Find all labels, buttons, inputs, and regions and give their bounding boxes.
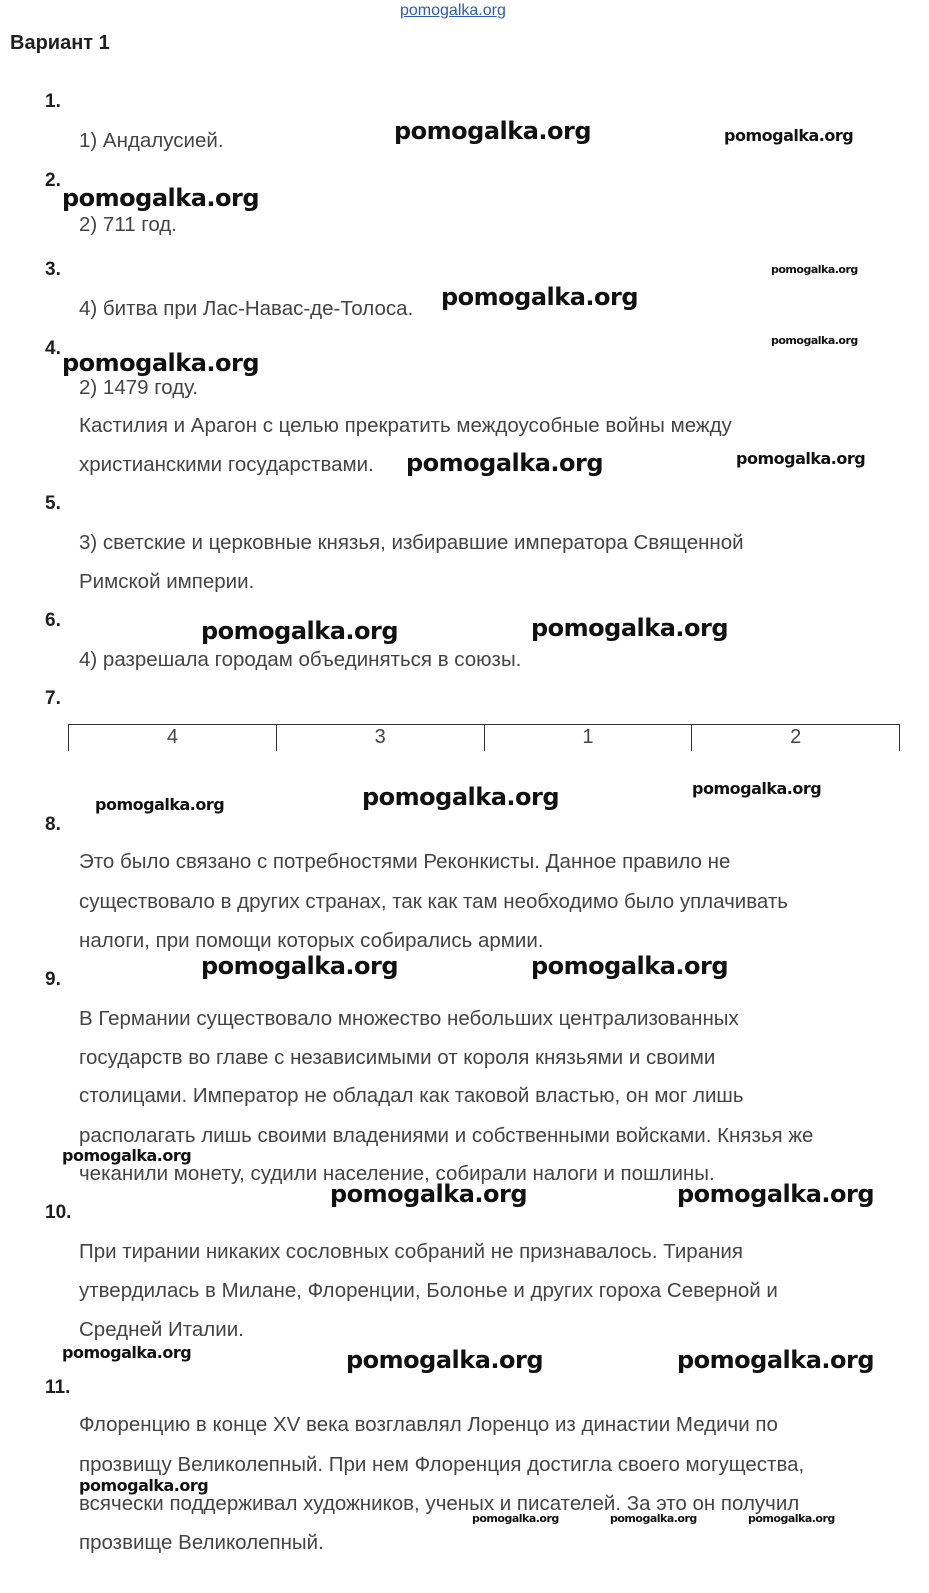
question-number-2: 2. xyxy=(45,170,61,191)
answer-line: располагать лишь своими владениями и собственными войсками. Князья же xyxy=(79,1124,814,1147)
question-number-1: 1. xyxy=(45,91,61,112)
question-number-11: 11. xyxy=(45,1377,71,1398)
answer-line: В Германии существовало множество небольших централизованных xyxy=(79,1007,739,1030)
watermark: pomogalka.org xyxy=(62,1146,192,1165)
site-link[interactable]: pomogalka.org xyxy=(400,2,506,19)
watermark: pomogalka.org xyxy=(62,349,260,377)
answer-line: христианскими государствами. xyxy=(79,453,374,476)
watermark: pomogalka.org xyxy=(610,1512,697,1525)
sequence-cell: 4 xyxy=(68,725,276,751)
answer-line: При тирании никаких сословных собраний не признавалось. Тирания xyxy=(79,1240,743,1263)
watermark: pomogalka.org xyxy=(441,283,639,311)
sequence-cell: 2 xyxy=(691,725,900,751)
question-number-9: 9. xyxy=(45,969,61,990)
sequence-cell: 3 xyxy=(276,725,484,751)
answer-line: 1) Андалусией. xyxy=(79,129,224,152)
answer-line: столицами. Император не обладал как таковой властью, он мог лишь xyxy=(79,1084,744,1107)
answer-line: Кастилия и Арагон с целью прекратить междоусобные войны между xyxy=(79,414,732,437)
answer-line: Это было связано с потребностями Реконкисты. Данное правило не xyxy=(79,850,731,873)
watermark: pomogalka.org xyxy=(362,783,560,811)
watermark: pomogalka.org xyxy=(62,184,260,212)
watermark: pomogalka.org xyxy=(201,617,399,645)
watermark: pomogalka.org xyxy=(201,952,399,980)
answer-line: чеканили монету, судили население, собирали налоги и пошлины. xyxy=(79,1162,715,1185)
watermark: pomogalka.org xyxy=(346,1346,544,1374)
question-number-10: 10. xyxy=(45,1202,72,1223)
watermark: pomogalka.org xyxy=(771,263,858,276)
watermark: pomogalka.org xyxy=(692,779,822,798)
answer-line: государств во главе с независимыми от короля князьями и своими xyxy=(79,1046,716,1069)
watermark: pomogalka.org xyxy=(406,449,604,477)
answer-line: Римской империи. xyxy=(79,570,255,593)
watermark: pomogalka.org xyxy=(531,614,729,642)
watermark: pomogalka.org xyxy=(394,117,592,145)
question-number-5: 5. xyxy=(45,493,61,514)
watermark: pomogalka.org xyxy=(748,1512,835,1525)
question-number-3: 3. xyxy=(45,259,61,280)
watermark: pomogalka.org xyxy=(330,1180,528,1208)
watermark: pomogalka.org xyxy=(736,449,866,468)
answer-line: Флоренцию в конце XV века возглавлял Лоренцо из династии Медичи по xyxy=(79,1413,778,1436)
answer-line: всячески поддерживал художников, ученых и писателей. За это он получил xyxy=(79,1492,800,1515)
question-number-4: 4. xyxy=(45,338,61,359)
watermark: pomogalka.org xyxy=(95,795,225,814)
watermark: pomogalka.org xyxy=(531,952,729,980)
question-number-7: 7. xyxy=(45,688,61,709)
sequence-table xyxy=(68,724,900,751)
answer-line: существовало в других странах, так как там необходимо было уплачивать xyxy=(79,890,788,913)
question-number-6: 6. xyxy=(45,610,61,631)
answer-line: налоги, при помощи которых собирались армии. xyxy=(79,929,544,952)
answer-line: 3) светские и церковные князья, избиравшие императора Священной xyxy=(79,531,744,554)
answer-line: 2) 1479 году. xyxy=(79,376,199,399)
watermark: pomogalka.org xyxy=(771,334,858,347)
answer-line: 4) разрешала городам объединяться в союзы. xyxy=(79,648,522,671)
watermark: pomogalka.org xyxy=(472,1512,559,1525)
watermark: pomogalka.org xyxy=(677,1180,875,1208)
answer-line: утвердилась в Милане, Флоренции, Болонье и других гороха Северной и xyxy=(79,1279,778,1302)
watermark: pomogalka.org xyxy=(79,1476,209,1495)
page-title: Вариант 1 xyxy=(10,32,110,54)
question-number-8: 8. xyxy=(45,814,61,835)
sequence-cell: 1 xyxy=(484,725,692,751)
watermark: pomogalka.org xyxy=(677,1346,875,1374)
watermark: pomogalka.org xyxy=(724,126,854,145)
answer-line: прозвище Великолепный. xyxy=(79,1531,324,1554)
watermark: pomogalka.org xyxy=(62,1343,192,1362)
answer-line: 2) 711 год. xyxy=(79,213,177,236)
answer-line: прозвищу Великолепный. При нем Флоренция достигла своего могущества, xyxy=(79,1453,805,1476)
answer-line: Средней Италии. xyxy=(79,1318,244,1341)
answer-line: 4) битва при Лас-Навас-де-Толоса. xyxy=(79,297,414,320)
